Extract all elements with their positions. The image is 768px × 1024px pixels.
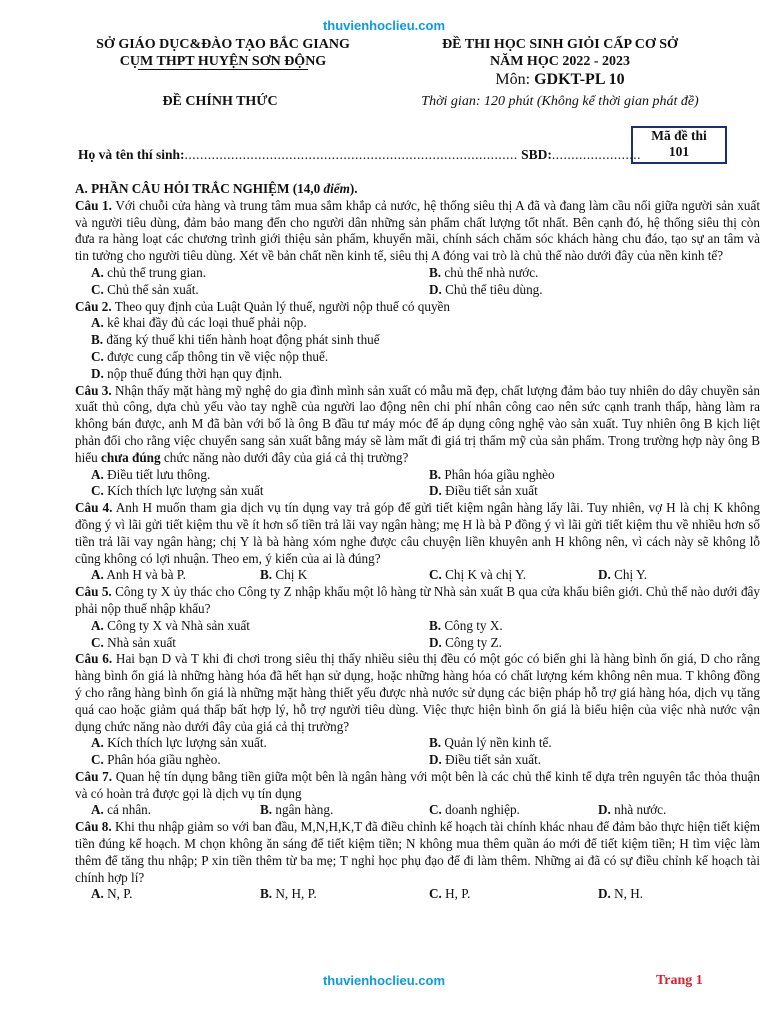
option[interactable]: D. Chị Y. <box>598 567 648 583</box>
option[interactable]: A. chủ thể trung gian. <box>91 264 207 280</box>
option[interactable]: A. Anh H và bà P. <box>91 567 186 583</box>
option[interactable]: B. N, H, P. <box>260 886 317 902</box>
option[interactable]: D. nhà nước. <box>598 802 667 818</box>
subject-prefix: Môn: <box>495 71 535 88</box>
question-5-options <box>75 618 760 652</box>
question-6: Câu 6. Hai bạn D và T khi đi chơi trong siêu thị thấy nhiều siêu thị đều có một góc có biển ghi là hàng bình ổn giá, D cho rằng hàng bình ổn giá là những hàng hóa đã hết hạn sử dụng, hoặc những hàng hóa có chất lượng kém không nên mua. T không đồng ý cho rằng hàng bình ổn giá là những mặt hàng thiết yếu được nhà nước sử dụng các biện pháp hỗ trợ giá hàng hóa, dịch vụ tăng quá cao hoặc giảm quá thấp bất hợp lý, hỗ trợ người tiêu dùng. Việc thực hiện bình ổn giá là biểu hiện của việc nhà nước vận dụng chức năng nào dưới đây của giá cả thị trường? <box>75 651 761 734</box>
site-watermark-bottom[interactable]: thuvienhoclieu.com <box>322 973 446 988</box>
option[interactable]: C. H, P. <box>429 886 471 902</box>
option[interactable]: B. Chị K <box>260 567 308 583</box>
page-number: Trang 1 <box>656 973 703 988</box>
question-2: Câu 2. Theo quy định của Luật Quản lý thuế, người nộp thuế có quyền <box>75 298 451 314</box>
question-7-options <box>75 802 760 819</box>
option[interactable]: B. chủ thể nhà nước. <box>429 264 539 280</box>
question-6-options <box>75 735 760 769</box>
option[interactable]: C. Nhà sản xuất <box>91 634 176 650</box>
exam-content <box>75 181 760 903</box>
exam-code-label: Mã đề thi <box>651 128 707 143</box>
option[interactable]: A. cá nhân. <box>91 802 152 818</box>
dept-name: SỞ GIÁO DỤC&ĐÀO TẠO BẮC GIANG <box>96 37 350 52</box>
header-left <box>78 36 368 70</box>
school-year: NĂM HỌC 2022 - 2023 <box>490 54 630 69</box>
subject-name: GDKT-PL 10 <box>534 71 625 88</box>
option[interactable]: B. Công ty X. <box>429 617 503 633</box>
option[interactable]: D. Điều tiết sản xuất. <box>429 752 542 768</box>
question-3-options <box>75 467 760 501</box>
option[interactable]: A. Công ty X và Nhà sản xuất <box>91 617 250 633</box>
option[interactable]: A. Điều tiết lưu thông. <box>91 466 211 482</box>
question-1-options <box>75 265 760 299</box>
option[interactable]: C. doanh nghiệp. <box>429 802 520 818</box>
option[interactable]: C. Chị K và chị Y. <box>429 567 527 583</box>
candidate-line <box>78 147 641 164</box>
cluster-name: CỤM THPT HUYỆN SƠN ĐỘNG <box>119 54 327 69</box>
option[interactable]: C. Chủ thể sản xuất. <box>91 281 199 297</box>
question-4-options <box>75 567 760 584</box>
candidate-name-label: Họ và tên thí sinh: <box>78 147 185 162</box>
option[interactable]: B. ngân hàng. <box>260 802 334 818</box>
option[interactable]: A. kê khai đầy đủ các loại thuế phải nộp. <box>91 315 307 331</box>
option[interactable]: C. Kích thích lực lượng sản xuất <box>91 483 264 499</box>
option[interactable]: A. Kích thích lực lượng sản xuất. <box>91 735 267 751</box>
question-1: Câu 1. Với chuỗi cửa hàng và trung tâm mua sắm khắp cả nước, hệ thống siêu thị A đã và đang làm cầu nối giữa người sản xuất và người tiêu dùng, đảm bảo mang đến cho người dân những sản phẩm chất lượng tốt nhất. Bên cạnh đó, hệ thống siêu thị còn đưa ra hàng loạt các chương trình giới thiệu sản phẩm, khuyến mãi, chính sách chăm sóc khách hàng chu đáo, tạo sự an tâm và tin tưởng cho người tiêu dùng. Xét về bản chất nền kinh tế, siêu thị A đóng vai trò là chủ thể nào dưới đây của nền kinh tế? <box>75 197 760 264</box>
option[interactable]: C. Phân hóa giầu nghèo. <box>91 752 221 768</box>
option[interactable]: D. Chủ thể tiêu dùng. <box>429 281 543 297</box>
option[interactable]: D. Công ty Z. <box>429 634 502 650</box>
question-7: Câu 7. Quan hệ tín dụng bằng tiền giữa một bên là ngân hàng với một bên là các chủ thể kinh tế dựa trên nguyên tắc thỏa thuận và có hoàn trả được gọi là dịch vụ tín dụng <box>75 768 761 801</box>
question-4: Câu 4. Anh H muốn tham gia dịch vụ tín dụng vay trả góp để gửi tiết kiệm ngân hàng lấy lãi. Tuy nhiên, vợ H là chị K không đồng ý vì lãi gửi tiết kiệm thu về ít hơn số tiền trả lãi vay ngân hàng; mẹ H là bà P đồng ý vì lãi gửi tiết kiệm thu về nhiều hơn số tiền trả lãi vay ngân hàng; chị Y là bà hàng xóm nghe được câu chuyện liền khuyên anh H không nên, vì cách này sẽ không lỗ cũng không có lợi nhuận. Theo em, ý kiến của ai là đúng? <box>75 500 761 566</box>
sbd-dots: ....................... <box>551 147 642 162</box>
candidate-name-dots: ...................................................................................... <box>184 147 518 162</box>
section-a-title: A. PHẦN CÂU HỎI TRẮC NGHIỆM (14,0 điểm). <box>75 181 358 196</box>
option[interactable]: D. N, H. <box>598 886 644 902</box>
option[interactable]: B. Phân hóa giầu nghèo <box>429 466 555 482</box>
exam-time: Thời gian: 120 phút (Không kể thời gian phát đề) <box>421 94 699 109</box>
option[interactable]: B. Quản lý nền kinh tế. <box>429 735 552 751</box>
sbd-label: SBD: <box>521 147 552 162</box>
header-underline <box>138 69 308 70</box>
exam-code-value: 101 <box>668 144 690 159</box>
subject-line <box>385 71 735 88</box>
option[interactable]: D. nộp thuế đúng thời hạn quy định. <box>91 365 283 381</box>
site-watermark-top[interactable]: thuvienhoclieu.com <box>322 18 446 33</box>
question-3: Câu 3. Nhận thấy mặt hàng mỹ nghệ do gia đình mình sản xuất có mẫu mã đẹp, chất lượng đảm bảo tuy nhiên do dây chuyền sản xuất thủ công, dựa chủ yếu vào tay nghề của người lao động nên chi phí nhân công cao nên sức cạnh tranh thấp, hàng làm ra không bán được, anh M đã bàn với bố là ông B đầu tư máy móc để áp dụng công nghệ vào sản xuất. Tuy nhiên ông B kịch liệt phản đối cho rằng việc chuyển sang sản xuất bằng máy sẽ làm mất đi giá trị thẩm mỹ của sản phẩm. Trong trường hợp này ông B hiểu chưa đúng chức năng nào dưới đây của giá cả thị trường? <box>75 382 761 465</box>
question-8-options <box>75 886 760 903</box>
option[interactable]: C. được cung cấp thông tin về việc nộp thuế. <box>91 348 329 364</box>
official-label: ĐỀ CHÍNH THỨC <box>162 94 278 109</box>
option[interactable]: B. đăng ký thuế khi tiến hành hoạt động phát sinh thuế <box>91 332 380 348</box>
option[interactable]: A. N, P. <box>91 886 133 902</box>
option[interactable]: D. Điều tiết sản xuất <box>429 483 538 499</box>
header-right <box>385 36 735 88</box>
exam-title: ĐỀ THI HỌC SINH GIỎI CẤP CƠ SỞ <box>442 37 678 52</box>
exam-code-box <box>631 126 727 164</box>
question-8: Câu 8. Khi thu nhập giảm so với ban đầu, M,N,H,K,T đã điều chỉnh kế hoạch tài chính khác nhau để đảm bảo thực hiện tiết kiệm tiền đúng kế hoạch. M chọn không ăn sáng để tiết kiệm tiền; N không mua thêm quần áo mới để tiết kiệm tiền; H tìm việc làm thêm để tăng thu nhập; P xin tiền thêm từ ba mẹ; T nghỉ học phụ đạo để đi làm thêm. Những ai đã có sự điều chỉnh kế hoạch tài chính hợp lí? <box>75 819 760 885</box>
question-5: Câu 5. Công ty X ủy thác cho Công ty Z nhập khẩu một lô hàng từ Nhà sản xuất B qua cửa khẩu biên giới. Chủ thể nào dưới đây phải nộp thuế nhập khẩu? <box>75 584 760 616</box>
